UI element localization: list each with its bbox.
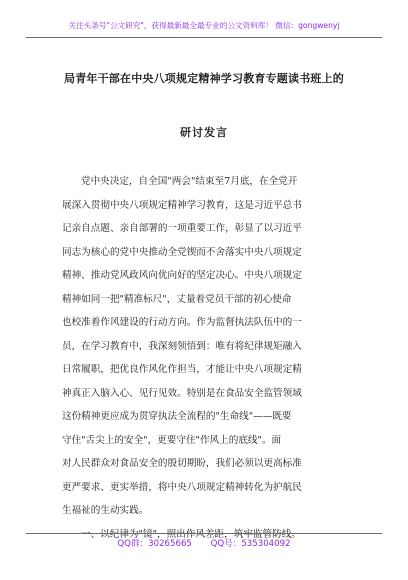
body-line: 更严要求、更实举措，将中央八项规定精神转化为护航民 bbox=[62, 481, 302, 493]
body-line: 也校准着作风建设的行动方向。作为监督执法队伍中的一 bbox=[62, 317, 302, 328]
document-title-line2: 研讨发言 bbox=[180, 126, 228, 139]
header-divider bbox=[26, 37, 382, 38]
body-line: 日常履职，把优良作风化作担当，才能让中央八项规定精 bbox=[62, 364, 302, 375]
body-line: 守住"舌尖上的安全"，更要守住"作风上的底线"。面 bbox=[62, 434, 282, 446]
body-line: 记亲自点题、亲自部署的一项重要工作，彰显了以习近平 bbox=[62, 223, 302, 234]
page-footer bbox=[0, 537, 408, 549]
body-line: 神真正入脑入心、见行见效。特别是在食品安全监管领域 bbox=[62, 387, 302, 399]
document-body bbox=[62, 170, 358, 546]
footer-qq-group: QQ群：30265665 bbox=[117, 539, 192, 549]
body-line: 对人民群众对食品安全的殷切期盼，我们必须以更高标准 bbox=[62, 458, 302, 469]
body-line: 党中央决定，自全国"两会"结束至7月底，在全党开 bbox=[81, 176, 298, 187]
body-line: 员，在学习教育中，我深刻领悟到：唯有将纪律规矩融入 bbox=[62, 340, 302, 352]
section-heading: 一、以纪律为"镜"，照出作风差距，筑牢监管防线。 bbox=[81, 528, 301, 540]
body-line: 精神、推动党风政风向优向好的坚定决心。中央八项规定 bbox=[62, 270, 302, 281]
body-line: 展深入贯彻中央八项规定精神学习教育，这是习近平总书 bbox=[62, 199, 302, 211]
body-line: 生福祉的生动实践。 bbox=[62, 505, 149, 516]
body-line: 精神如同一把"精准标尺"，丈量着党员干部的初心使命 bbox=[62, 293, 292, 305]
footer-divider bbox=[26, 533, 382, 534]
page-header-banner: 关注头条号"公文研究"，获得最新最全最专业的公文资料库！ 微信：gongwenyj bbox=[68, 21, 340, 30]
document-title-line1: 局青年干部在中央八项规定精神学习教育专题读书班上的 bbox=[64, 72, 344, 85]
body-line: 同志为核心的党中央推动全党锲而不舍落实中央八项规定 bbox=[62, 246, 302, 258]
body-line: 这份精神更应成为贯穿执法全流程的"生命线"——既要 bbox=[62, 411, 292, 422]
footer-qq-number: QQ号：535304092 bbox=[210, 539, 291, 549]
